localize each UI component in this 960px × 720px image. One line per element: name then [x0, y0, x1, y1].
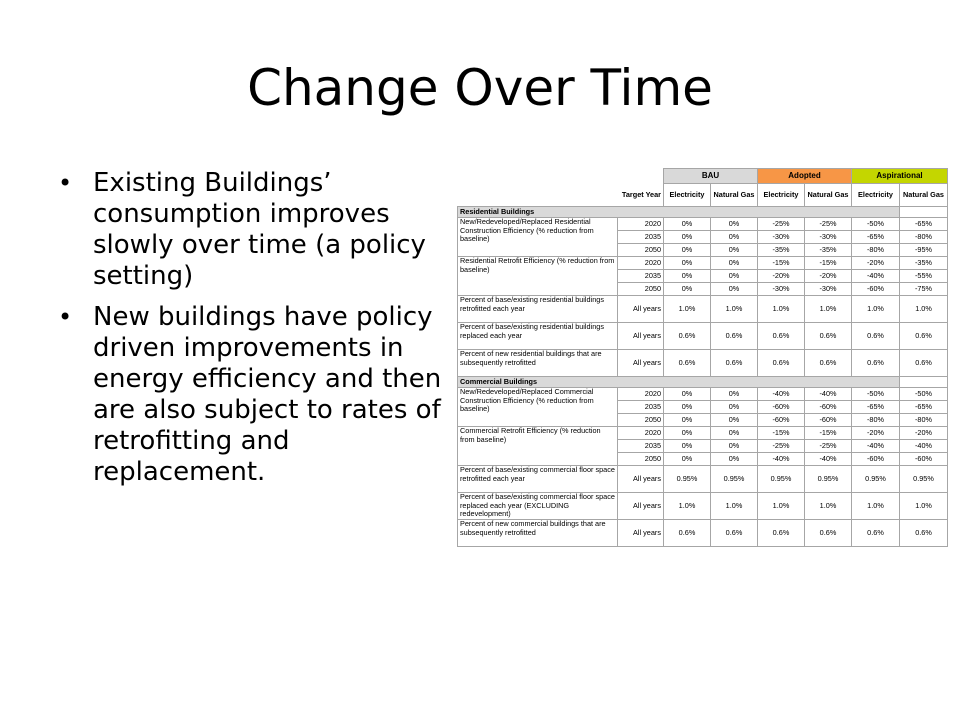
value-cell: 0% [711, 270, 758, 283]
value-cell: 0.6% [758, 350, 805, 377]
value-cell: 0% [664, 218, 711, 231]
value-cell: 0.95% [664, 466, 711, 493]
row-label: New/Redeveloped/Replaced Commercial Construction Efficiency (% reduction from baseline) [458, 388, 618, 427]
value-cell: -60% [900, 453, 948, 466]
value-cell: 1.0% [664, 296, 711, 323]
table-subheader-row [458, 184, 948, 207]
fuel-subheader: Electricity [852, 184, 900, 207]
value-cell: -60% [852, 453, 900, 466]
target-year-cell: 2050 [618, 453, 664, 466]
value-cell: 0.6% [664, 323, 711, 350]
value-cell: 0.6% [758, 323, 805, 350]
table-row [458, 520, 948, 547]
value-cell: 1.0% [805, 493, 852, 520]
bullet-icon: • [58, 169, 73, 197]
target-year-cell: 2020 [618, 218, 664, 231]
value-cell: -50% [852, 218, 900, 231]
value-cell: 0% [664, 270, 711, 283]
bullet-item [58, 302, 468, 488]
value-cell: 0% [664, 414, 711, 427]
value-cell: -30% [758, 283, 805, 296]
value-cell: 0% [711, 388, 758, 401]
value-cell: -50% [852, 388, 900, 401]
value-cell: 1.0% [805, 296, 852, 323]
value-cell: 0.95% [900, 466, 948, 493]
group-header-adopted: Adopted [758, 169, 852, 184]
target-year-cell: 2050 [618, 283, 664, 296]
value-cell: -20% [852, 427, 900, 440]
value-cell: 0.6% [805, 520, 852, 547]
target-year-cell: All years [618, 296, 664, 323]
value-cell: 0% [711, 218, 758, 231]
value-cell: 0% [664, 427, 711, 440]
target-year-cell: All years [618, 520, 664, 547]
value-cell: -15% [758, 257, 805, 270]
value-cell: 0.6% [711, 520, 758, 547]
table-row [458, 493, 948, 520]
section-row [458, 377, 948, 388]
value-cell: 0.6% [711, 350, 758, 377]
row-label: Percent of base/existing residential buildings retrofitted each year [458, 296, 618, 323]
header-blank-cell [618, 169, 664, 184]
fuel-subheader: Natural Gas [805, 184, 852, 207]
row-label: Commercial Retrofit Efficiency (% reduction from baseline) [458, 427, 618, 466]
value-cell: -20% [805, 270, 852, 283]
value-cell: 0% [664, 401, 711, 414]
value-cell: -65% [852, 231, 900, 244]
target-year-cell: All years [618, 350, 664, 377]
value-cell: 1.0% [711, 493, 758, 520]
fuel-subheader: Natural Gas [900, 184, 948, 207]
value-cell: 0.95% [758, 466, 805, 493]
target-year-cell: All years [618, 466, 664, 493]
value-cell: 0.6% [852, 350, 900, 377]
target-year-cell: 2035 [618, 231, 664, 244]
section-title: Commercial Buildings [458, 377, 900, 388]
value-cell: 0.6% [805, 323, 852, 350]
value-cell: 1.0% [852, 493, 900, 520]
section-title: Residential Buildings [458, 207, 900, 218]
bullet-icon: • [58, 303, 73, 331]
value-cell: -60% [758, 401, 805, 414]
value-cell: 0% [664, 244, 711, 257]
row-label: Percent of base/existing residential buildings replaced each year [458, 323, 618, 350]
value-cell: -80% [900, 231, 948, 244]
value-cell: -80% [900, 414, 948, 427]
target-year-cell: 2050 [618, 244, 664, 257]
table-row [458, 323, 948, 350]
value-cell: -60% [805, 401, 852, 414]
value-cell: -35% [805, 244, 852, 257]
value-cell: 0% [664, 388, 711, 401]
target-year-cell: 2020 [618, 388, 664, 401]
value-cell: -35% [900, 257, 948, 270]
table-row [458, 350, 948, 377]
value-cell: 1.0% [900, 493, 948, 520]
value-cell: -25% [805, 440, 852, 453]
value-cell: -40% [758, 388, 805, 401]
fuel-subheader: Electricity [664, 184, 711, 207]
target-year-cell: 2035 [618, 440, 664, 453]
value-cell: -40% [758, 453, 805, 466]
header-blank-cell [458, 169, 618, 184]
value-cell: 0% [711, 257, 758, 270]
row-label: Percent of new commercial buildings that are subsequently retrofitted [458, 520, 618, 547]
value-cell: 1.0% [900, 296, 948, 323]
row-label: New/Redeveloped/Replaced Residential Construction Efficiency (% reduction from baseline) [458, 218, 618, 257]
value-cell: -95% [900, 244, 948, 257]
value-cell: -65% [900, 401, 948, 414]
value-cell: 0.6% [852, 520, 900, 547]
section-row [458, 207, 948, 218]
table-row [458, 427, 948, 440]
value-cell: -40% [852, 440, 900, 453]
value-cell: 0.6% [711, 323, 758, 350]
value-cell: -35% [758, 244, 805, 257]
row-label: Percent of new residential buildings that are subsequently retrofitted [458, 350, 618, 377]
target-year-cell: 2020 [618, 427, 664, 440]
value-cell: -15% [805, 257, 852, 270]
value-cell: 0.95% [852, 466, 900, 493]
value-cell: 0.6% [805, 350, 852, 377]
table-row [458, 466, 948, 493]
table-header-row [458, 169, 948, 184]
target-year-cell: 2035 [618, 401, 664, 414]
target-year-cell: 2050 [618, 414, 664, 427]
value-cell: -30% [758, 231, 805, 244]
row-label: Residential Retrofit Efficiency (% reduction from baseline) [458, 257, 618, 296]
fuel-subheader: Natural Gas [711, 184, 758, 207]
section-blank-cell [900, 377, 948, 388]
value-cell: 0% [664, 257, 711, 270]
value-cell: 0% [711, 401, 758, 414]
policy-table [457, 168, 948, 547]
table-row [458, 257, 948, 270]
table-row [458, 218, 948, 231]
target-year-cell: All years [618, 493, 664, 520]
value-cell: -25% [758, 218, 805, 231]
value-cell: -30% [805, 283, 852, 296]
header-blank-cell [458, 184, 618, 207]
bullet-item [58, 168, 468, 292]
row-label: Percent of base/existing commercial floor space replaced each year (EXCLUDING redevelopment) [458, 493, 618, 520]
value-cell: 0% [711, 414, 758, 427]
value-cell: 0% [711, 231, 758, 244]
value-cell: -40% [805, 388, 852, 401]
row-label: Percent of base/existing commercial floor space retrofitted each year [458, 466, 618, 493]
value-cell: -60% [852, 283, 900, 296]
slide-title: Change Over Time [247, 59, 713, 117]
bullet-text: New buildings have policy driven improvements in energy efficiency and then are also subject to rates of retrofitting and replacement. [93, 302, 442, 487]
target-year-header: Target Year [618, 184, 664, 207]
value-cell: -60% [758, 414, 805, 427]
value-cell: -60% [805, 414, 852, 427]
value-cell: 0.95% [711, 466, 758, 493]
target-year-cell: All years [618, 323, 664, 350]
value-cell: 1.0% [664, 493, 711, 520]
value-cell: 0.6% [900, 350, 948, 377]
value-cell: 0% [664, 440, 711, 453]
table-row [458, 388, 948, 401]
bullet-text: Existing Buildings’ consumption improves slowly over time (a policy setting) [93, 168, 426, 291]
value-cell: -55% [900, 270, 948, 283]
bullet-list [58, 168, 468, 498]
value-cell: 0% [711, 283, 758, 296]
value-cell: -50% [900, 388, 948, 401]
value-cell: -15% [805, 427, 852, 440]
value-cell: 0% [711, 427, 758, 440]
value-cell: -40% [900, 440, 948, 453]
value-cell: 0.6% [900, 323, 948, 350]
group-header-bau: BAU [664, 169, 758, 184]
value-cell: 0% [711, 440, 758, 453]
value-cell: 0.6% [900, 520, 948, 547]
target-year-cell: 2020 [618, 257, 664, 270]
value-cell: -15% [758, 427, 805, 440]
value-cell: 0% [664, 231, 711, 244]
value-cell: -25% [758, 440, 805, 453]
value-cell: -40% [805, 453, 852, 466]
value-cell: 0% [664, 453, 711, 466]
value-cell: -80% [852, 414, 900, 427]
value-cell: -20% [852, 257, 900, 270]
value-cell: 0.6% [664, 520, 711, 547]
policy-table-image [457, 168, 947, 576]
value-cell: -65% [900, 218, 948, 231]
value-cell: -30% [805, 231, 852, 244]
value-cell: 0% [664, 283, 711, 296]
value-cell: 0.6% [664, 350, 711, 377]
value-cell: 1.0% [758, 296, 805, 323]
value-cell: 0.95% [805, 466, 852, 493]
value-cell: 0.6% [852, 323, 900, 350]
group-header-aspirational: Aspirational [852, 169, 948, 184]
fuel-subheader: Electricity [758, 184, 805, 207]
value-cell: 0% [711, 453, 758, 466]
value-cell: -65% [852, 401, 900, 414]
value-cell: -20% [758, 270, 805, 283]
section-blank-cell [900, 207, 948, 218]
value-cell: -40% [852, 270, 900, 283]
table-row [458, 296, 948, 323]
target-year-cell: 2035 [618, 270, 664, 283]
value-cell: -75% [900, 283, 948, 296]
value-cell: 0.6% [758, 520, 805, 547]
value-cell: 1.0% [758, 493, 805, 520]
value-cell: -20% [900, 427, 948, 440]
value-cell: -25% [805, 218, 852, 231]
value-cell: 1.0% [711, 296, 758, 323]
value-cell: -80% [852, 244, 900, 257]
value-cell: 0% [711, 244, 758, 257]
value-cell: 1.0% [852, 296, 900, 323]
